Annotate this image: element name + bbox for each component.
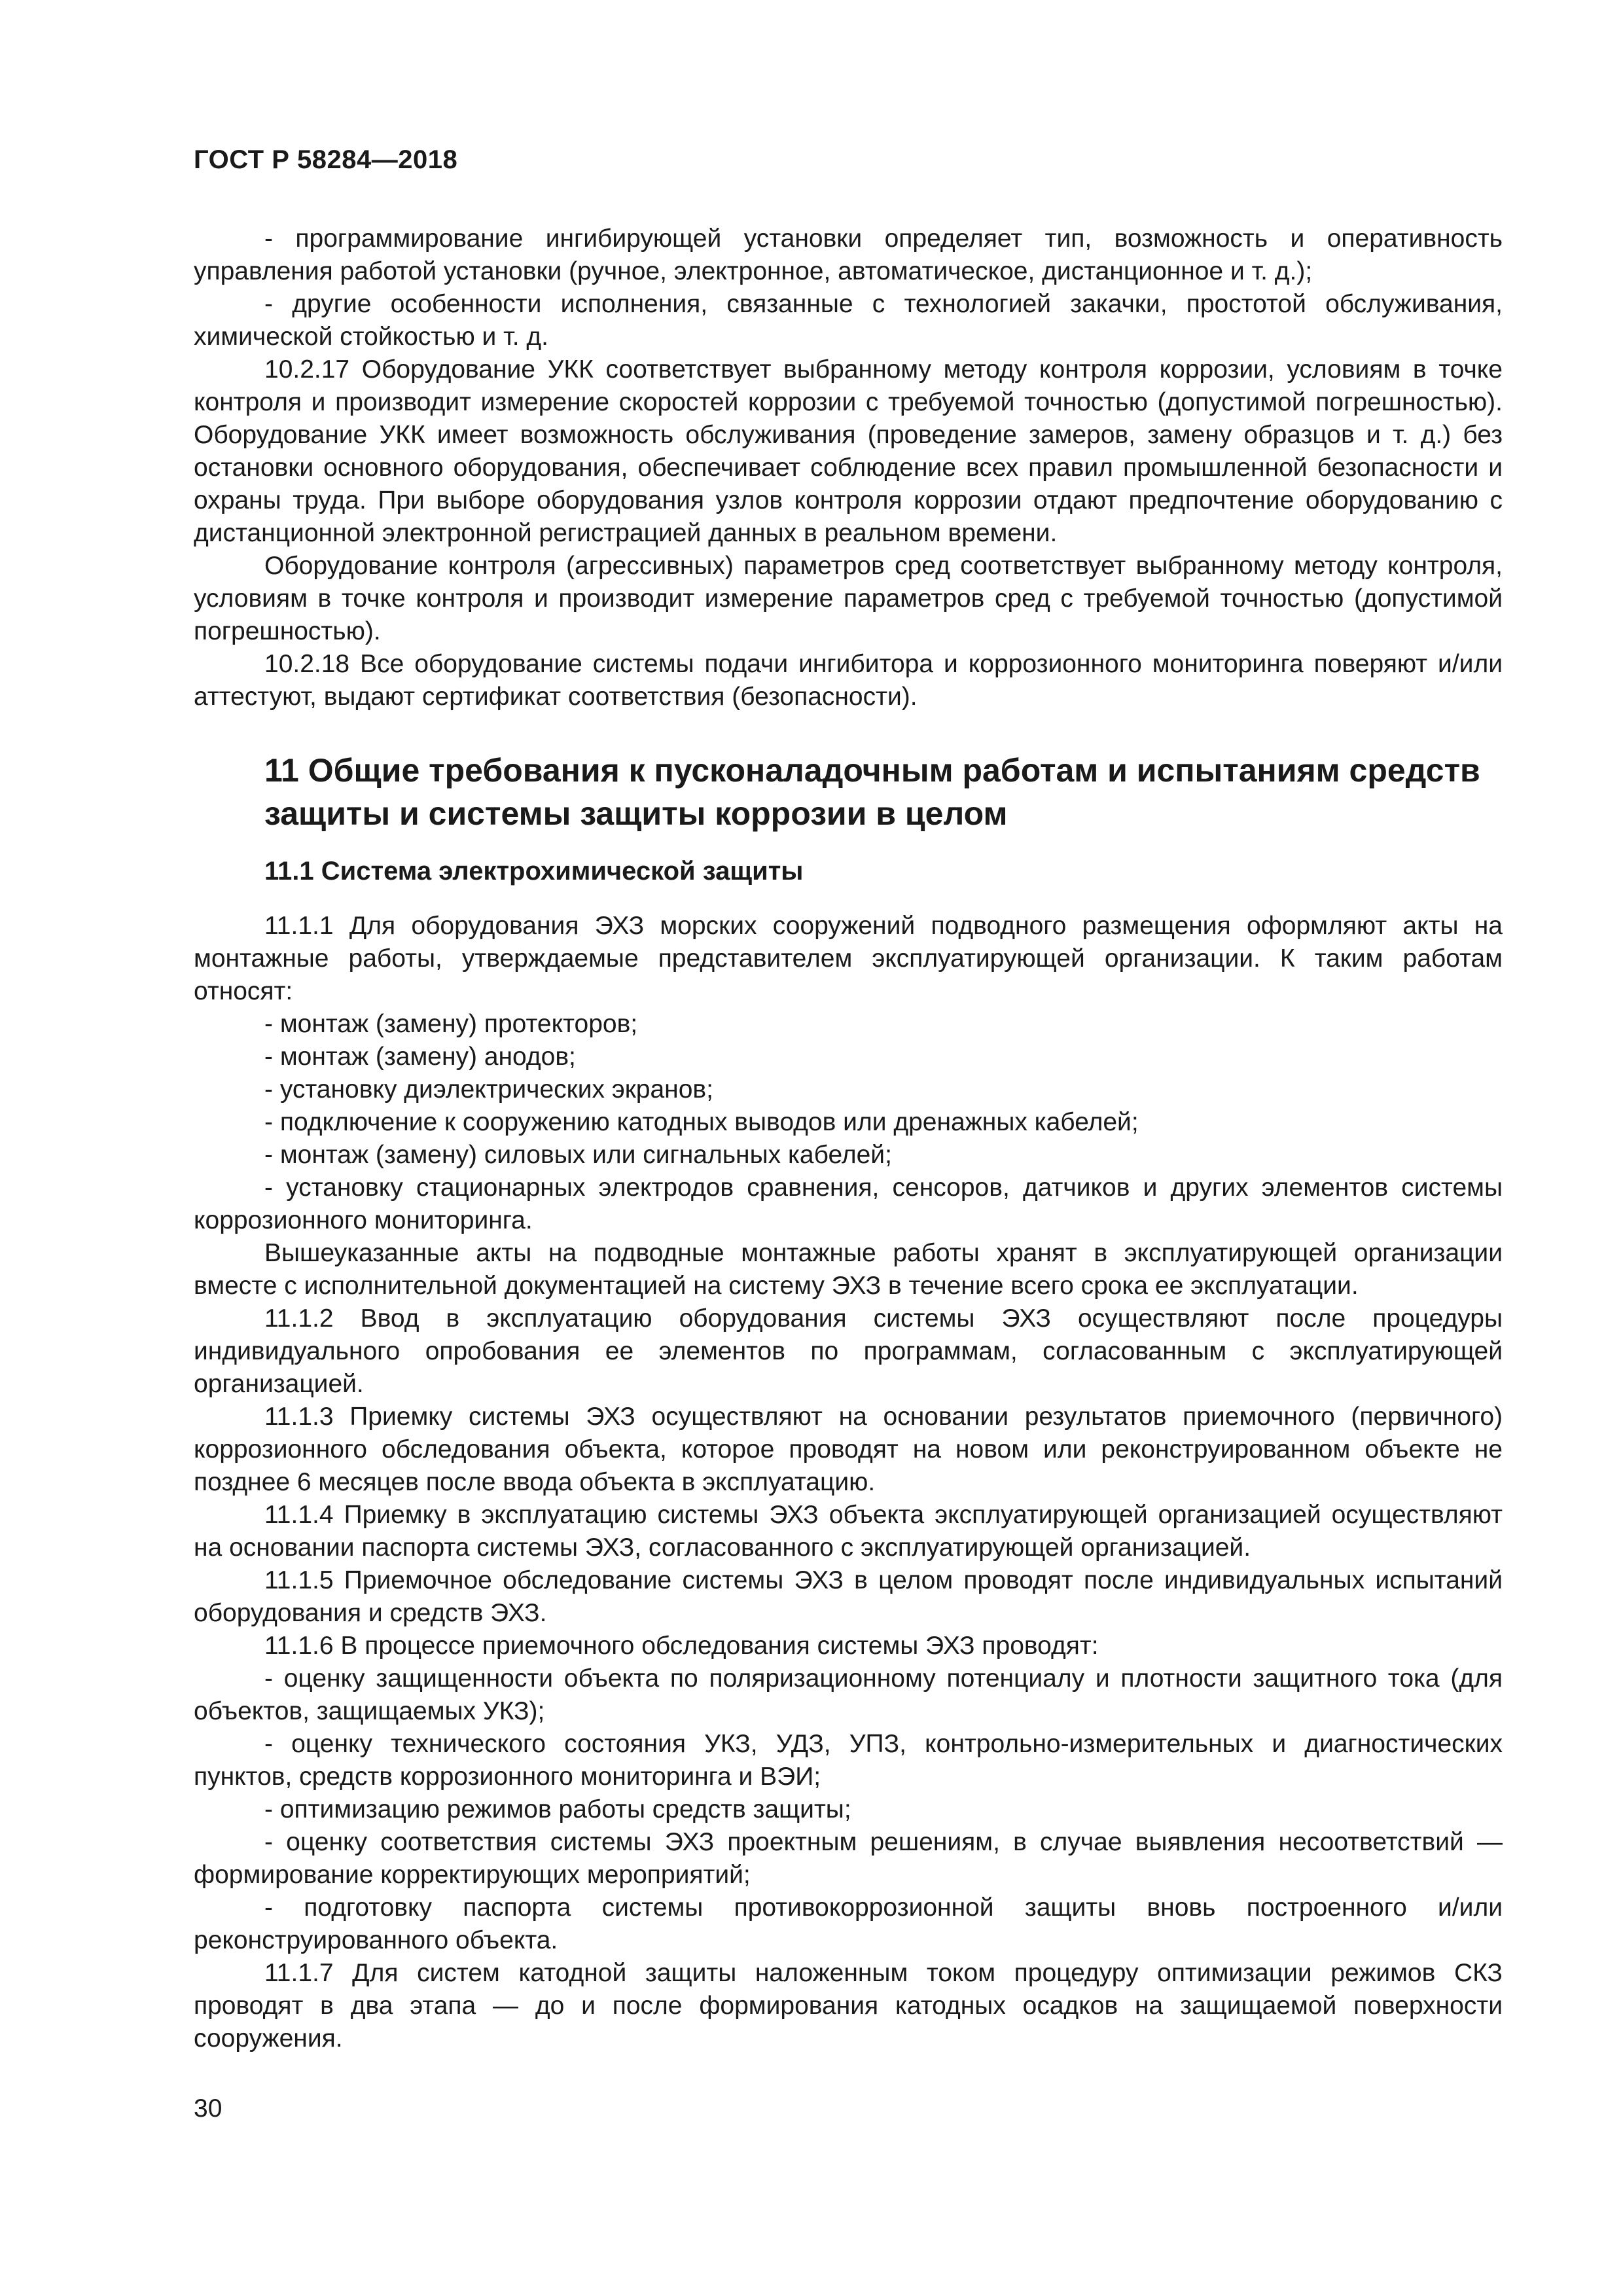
paragraph-10-2-18: 10.2.18 Все оборудование системы подачи ингибитора и коррозионного мониторинга поверяют и/или аттестуют, выдают сертификат соответствия (безопасности). — [194, 650, 1503, 711]
paragraph-11-1-3: 11.1.3 Приемку системы ЭХЗ осуществляют на основании результатов приемочного (первичного) коррозионного обследования объекта, которое проводят на новом или реконструированном объекте не позднее 6 месяцев после ввода объекта в эксплуатацию. — [194, 1403, 1503, 1496]
paragraph: - другие особенности исполнения, связанные с технологией закачки, простотой обслуживания, химической стойкостью и т. д. — [194, 290, 1503, 351]
paragraph-11-1-4: 11.1.4 Приемку в эксплуатацию системы ЭХЗ объекта эксплуатирующей организацией осуществляют на основании паспорта системы ЭХЗ, согласованного с эксплуатирующей организацией. — [194, 1501, 1503, 1562]
standard-header: ГОСТ Р 58284—2018 — [194, 145, 458, 174]
list-item: - установку диэлектрических экранов; — [264, 1075, 713, 1103]
list-item: - оценку соответствия системы ЭХЗ проектным решениям, в случае выявления несоответствий — формирование корректирующих мероприятий; — [194, 1828, 1503, 1889]
list-item: - монтаж (замену) анодов; — [264, 1043, 576, 1071]
paragraph-11-1-5: 11.1.5 Приемочное обследование системы ЭХЗ в целом проводят после индивидуальных испытаний оборудования и средств ЭХЗ. — [194, 1566, 1503, 1627]
section-title-line: защиты и системы защиты коррозии в целом — [264, 795, 1008, 832]
paragraph: - программирование ингибирующей установки определяет тип, возможность и оперативность управления работой установки (ручное, электронное, автоматическое, дистанционное и т. д.); — [194, 224, 1503, 285]
list-item: - подготовку паспорта системы противокоррозионной защиты вновь построенного и/или реконструированного объекта. — [194, 1893, 1503, 1954]
paragraph-11-1-2: 11.1.2 Ввод в эксплуатацию оборудования системы ЭХЗ осуществляют после процедуры индивидуального опробования ее элементов по программам, согласованным с эксплуатирующей организацией. — [194, 1304, 1503, 1398]
list-item: - монтаж (замену) протекторов; — [264, 1010, 638, 1038]
paragraph-11-1-7: 11.1.7 Для систем катодной защиты наложенным током процедуру оптимизации режимов СКЗ проводят в два этапа — до и после формирования катодных осадков на защищаемой поверхности сооружения. — [194, 1959, 1503, 2053]
section-title-line: 11 Общие требования к пусконаладочным работам и испытаниям средств — [264, 752, 1480, 789]
page-number: 30 — [194, 2094, 223, 2123]
paragraph-11-1-1: 11.1.1 Для оборудования ЭХЗ морских сооружений подводного размещения оформляют акты на монтажные работы, утверждаемые представителем эксплуатирующей организации. К таким работам относят: — [194, 912, 1503, 1005]
page-content — [194, 223, 1503, 2055]
list-item: - оптимизацию режимов работы средств защиты; — [264, 1795, 851, 1823]
spacer — [194, 713, 1503, 749]
list-item: - установку стационарных электродов сравнения, сенсоров, датчиков и других элементов системы коррозионного мониторинга. — [194, 1174, 1503, 1234]
subsection-11-1-title: 11.1 Система электрохимической защиты — [264, 857, 804, 886]
paragraph-11-1-6: 11.1.6 В процессе приемочного обследования системы ЭХЗ проводят: — [264, 1632, 1099, 1660]
paragraph: Оборудование контроля (агрессивных) параметров сред соответствует выбранному методу контроля, условиям в точке контроля и производит измерение параметров сред с требуемой точностью (допустимой погрешностью). — [194, 552, 1503, 645]
list-item: - оценку защищенности объекта по поляризационному потенциалу и плотности защитного тока (для объектов, защищаемых УКЗ); — [194, 1664, 1503, 1725]
paragraph-10-2-17: 10.2.17 Оборудование УКК соответствует выбранному методу контроля коррозии, условиям в точке контроля и производит измерение скоростей коррозии с требуемой точностью (допустимой погрешностью). Оборудование УКК имеет возможность обслуживания (проведение замеров, замену образцов и т. д.) без остановки основного оборудования, обеспечивает соблюдение всех правил промышленной безопасности и охраны труда. При выборе оборудования узлов контроля коррозии отдают предпочтение оборудованию с дистанционной электронной регистрацией данных в реальном времени. — [194, 355, 1503, 547]
list-item: - подключение к сооружению катодных выводов или дренажных кабелей; — [264, 1108, 1139, 1136]
list-item: - оценку технического состояния УКЗ, УДЗ, УПЗ, контрольно-измерительных и диагностических пунктов, средств коррозионного мониторинга и ВЭИ; — [194, 1730, 1503, 1791]
list-item: - монтаж (замену) силовых или сигнальных кабелей; — [264, 1141, 892, 1169]
paragraph: Вышеуказанные акты на подводные монтажные работы хранят в эксплуатирующей организации вместе с исполнительной документацией на систему ЭХЗ в течение всего срока ее эксплуатации. — [194, 1239, 1503, 1300]
section-11-title — [194, 749, 1503, 835]
